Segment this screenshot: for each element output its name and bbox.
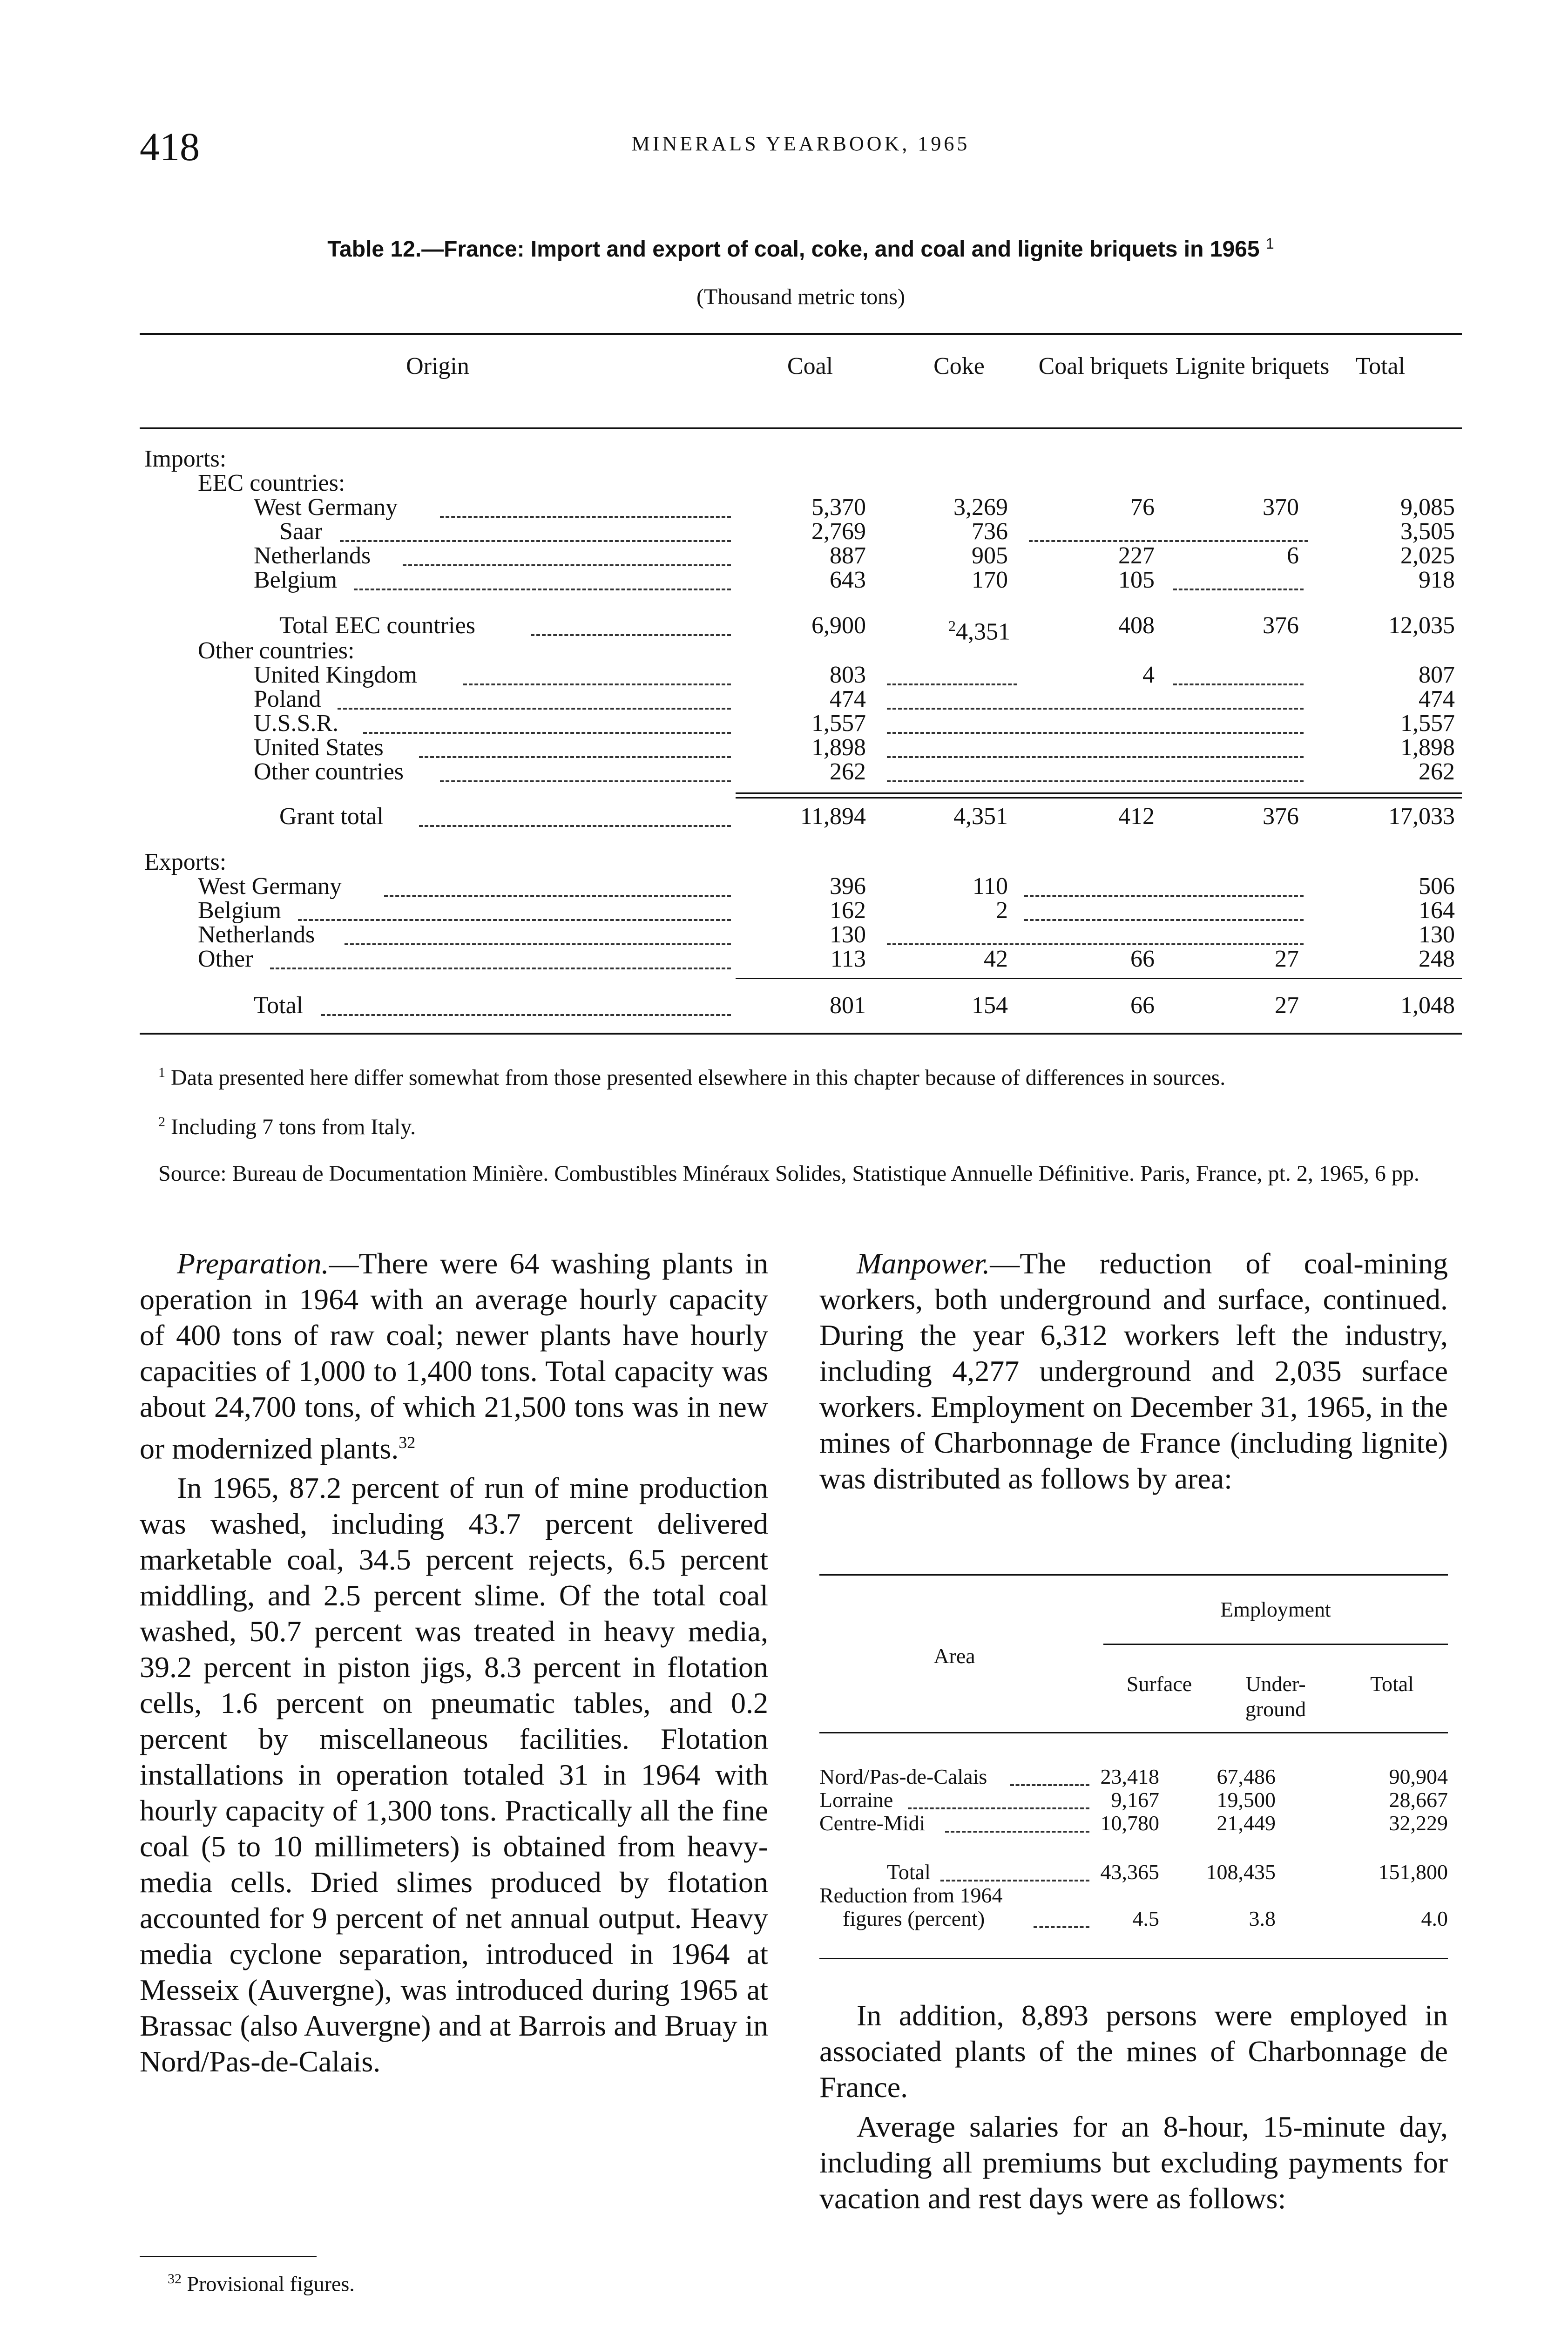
cell-total: 262: [1419, 758, 1455, 785]
footnote-ref: 32: [399, 1433, 416, 1452]
emp-cell-underground: 21,449: [1217, 1811, 1276, 1835]
cell-coal: 6,900: [811, 612, 866, 639]
emp-cell-total: 28,667: [1389, 1788, 1448, 1812]
emp-cell-surface: 10,780: [1100, 1811, 1159, 1835]
leader-dots: [363, 732, 731, 734]
row-label: Other: [198, 946, 253, 972]
col-header-coal-briquets: Coal briquets: [1038, 353, 1169, 379]
cell-coal: 801: [830, 992, 866, 1019]
emp-group-rule: [1103, 1644, 1448, 1645]
cell-total: 12,035: [1388, 612, 1455, 639]
row-label: Saar: [279, 518, 323, 545]
cell-coal: 162: [830, 897, 866, 924]
emp-cell-underground: 67,486: [1217, 1765, 1276, 1788]
page-number: 418: [140, 124, 200, 169]
cell-coke: 42: [984, 946, 1008, 972]
leader-dots: [419, 756, 731, 758]
emp-total-label: Total: [887, 1860, 931, 1884]
journal-title: MINERALS YEARBOOK, 1965: [631, 132, 970, 155]
leader-dots: [403, 564, 731, 566]
cell-coke: 905: [972, 542, 1008, 569]
table-footnote-2: [140, 1110, 1462, 1139]
cell-lignite-briquets: 27: [1275, 992, 1299, 1019]
cell-coal-briquets: 227: [1118, 542, 1155, 569]
emp-cell-total: 151,800: [1378, 1860, 1448, 1884]
export-total-rule: [736, 978, 1462, 979]
col-header-coal: Coal: [787, 353, 833, 379]
cell-lignite-briquets: 6: [1287, 542, 1299, 569]
footnote-text: Provisional figures.: [187, 2272, 355, 2296]
table-title-note: 1: [1265, 235, 1274, 252]
col-header-origin: Origin: [406, 353, 469, 379]
row-label: Other countries: [254, 758, 404, 785]
leader-dots: [338, 708, 731, 710]
emp-cell-surface: 43,365: [1100, 1860, 1159, 1884]
cell-total: 164: [1419, 897, 1455, 924]
leader-dots: [1173, 684, 1304, 685]
additional-employment-paragraph: In addition, 8,893 persons were employed in associated plants of the mines of Charbonnage de France.: [819, 1999, 1448, 2104]
emp-cell-underground: 108,435: [1206, 1860, 1276, 1884]
cell-coal: 887: [830, 542, 866, 569]
cell-coal: 396: [830, 873, 866, 900]
emp-header-employment: Employment: [1220, 1597, 1331, 1621]
cell-coal-briquets: 105: [1118, 567, 1155, 593]
leader-dots: [345, 943, 731, 945]
salaries-paragraph: Average salaries for an 8-hour, 15-minute day, including all premiums but excluding payments for vacation and rest days were as follows:: [819, 2110, 1448, 2215]
leader-dots: [463, 684, 731, 685]
leader-dots: [419, 825, 731, 827]
emp-header-total: Total: [1370, 1672, 1414, 1696]
leader-dots: [887, 732, 1304, 734]
preparation-paragraph: [140, 1245, 768, 1466]
leader-dots: [1173, 589, 1304, 590]
cell-coal: 262: [830, 758, 866, 785]
emp-table-bottom-rule: [819, 1958, 1448, 1959]
row-label: West Germany: [198, 873, 342, 900]
emp-row-area: Centre-Midi: [819, 1811, 926, 1835]
cell-lignite-briquets: 376: [1263, 612, 1299, 639]
cell-total: 17,033: [1388, 803, 1455, 830]
manpower-heading: Manpower.: [857, 1247, 990, 1280]
cell-total: 1,898: [1400, 734, 1455, 761]
emp-cell-surface: 4.5: [1132, 1907, 1159, 1930]
cell-coal: 803: [830, 662, 866, 688]
cell-total: 130: [1419, 921, 1455, 948]
cell-coal-briquets: 4: [1142, 662, 1155, 688]
right-column: [819, 1245, 1448, 1500]
row-label: Netherlands: [198, 921, 315, 948]
cell-total: 3,505: [1400, 518, 1455, 545]
leader-dots: [1024, 895, 1304, 897]
cell-lignite-briquets: 27: [1275, 946, 1299, 972]
row-label: United Kingdom: [254, 662, 417, 688]
table-footnote-1: [140, 1061, 1462, 1090]
coke-value: 4,351: [956, 618, 1010, 645]
emp-header-surface: Surface: [1126, 1672, 1192, 1696]
cell-total: 506: [1419, 873, 1455, 900]
table-header-rule: [140, 427, 1462, 429]
preparation-heading: Preparation.: [177, 1247, 329, 1280]
leader-dots: [354, 589, 731, 590]
cell-coke: 154: [972, 992, 1008, 1019]
row-label: Poland: [254, 686, 321, 712]
cell-coke: 110: [972, 873, 1008, 900]
row-label-grand-total: Grant total: [279, 803, 384, 830]
leader-dots: [1024, 919, 1304, 921]
row-label-total-eec: Total EEC countries: [279, 612, 475, 639]
row-label: West Germany: [254, 494, 398, 521]
row-label-export-total: Total: [254, 992, 304, 1019]
leader-dots: [384, 895, 731, 897]
cell-coal: 474: [830, 686, 866, 712]
row-label: Belgium: [254, 567, 338, 593]
cell-total: 9,085: [1400, 494, 1455, 521]
cell-coke: 736: [972, 518, 1008, 545]
emp-cell-surface: 23,418: [1100, 1765, 1159, 1788]
leader-dots: [887, 708, 1304, 710]
cell-coke: [912, 614, 1010, 644]
leader-dots: [908, 1807, 1089, 1809]
emp-header-rule: [819, 1732, 1448, 1733]
emp-reduction-label: Reduction from 1964: [819, 1883, 1003, 1907]
row-label: U.S.S.R.: [254, 710, 339, 737]
footnote-mark: 1: [158, 1065, 165, 1080]
leader-dots: [887, 756, 1304, 758]
col-header-lignite-briquets: Lignite briquets: [1175, 353, 1330, 379]
emp-row-area: Nord/Pas-de-Calais: [819, 1765, 987, 1788]
cell-coke: 2: [996, 897, 1008, 924]
cell-coal: 643: [830, 567, 866, 593]
row-label: Belgium: [198, 897, 282, 924]
cell-coal: 130: [830, 921, 866, 948]
cell-coal: 11,894: [800, 803, 866, 830]
cell-coal-briquets: 412: [1118, 803, 1155, 830]
footnote-separator: [140, 2256, 317, 2257]
leader-dots: [1029, 540, 1308, 542]
table-title-text: Table 12.—France: Import and export of coal, coke, and coal and lignite briquets in 1965: [327, 237, 1260, 262]
right-column-continued: [819, 1997, 1448, 2220]
cell-coal-briquets: 66: [1130, 992, 1155, 1019]
table-source: Source: Bureau de Documentation Minière. Combustibles Minéraux Solides, Statistique Annuelle Définitive. Paris, France, pt. 2, 1965, 6 pp.: [158, 1161, 1419, 1186]
washing-paragraph: In 1965, 87.2 percent of run of mine production was washed, including 43.7 percent delivered marketable coal, 34.5 percent rejects, 6.5 percent middling, and 2.5 percent slime. Of the total coal washed, 50.7 percent was treated in heavy media, 39.2 percent in piston jigs, 8.3 percent in flotation cells, 1.6 percent on pneumatic tables, and 0.2 percent by miscellaneous facilities. Flotation installations in operation totaled 31 in 1964 with hourly capacity of 1,300 tons. Practically all the fine coal (5 to 10 millimeters) is obtained from heavy-media cells. Dried slimes produced by flotation accounted for 9 percent of net annual output. Heavy media cyclone separation, introduced in 1964 at Messeix (Auvergne), was introduced during 1965 at Brassac (also Auvergne) and at Barrois and Bruay in Nord/Pas-de-Calais.: [140, 1471, 768, 2078]
cell-total: 918: [1419, 567, 1455, 593]
cell-coal: 1,557: [811, 710, 866, 737]
emp-cell-surface: 9,167: [1111, 1788, 1159, 1812]
leader-dots: [887, 780, 1304, 782]
emp-cell-total: 90,904: [1389, 1765, 1448, 1788]
cell-coal: 113: [830, 946, 866, 972]
leader-dots: [887, 684, 1017, 685]
footnote-text: Data presented here differ somewhat from those presented elsewhere in this chapter because of differences in sources.: [171, 1065, 1226, 1090]
cell-coal: 5,370: [811, 494, 866, 521]
leader-dots: [440, 780, 731, 782]
manpower-text: —The reduction of coal-mining workers, both underground and surface, continued. During the year 6,312 workers left the industry, including 4,277 underground and 2,035 surface workers. Employment on December 31, 1965, in the mines of Charbonnage de France (including lignite) was distributed as follows by area:: [819, 1247, 1448, 1495]
table-units: (Thousand metric tons): [696, 284, 905, 309]
cell-total: 474: [1419, 686, 1455, 712]
left-column: [140, 1245, 768, 2083]
manpower-paragraph: [819, 1245, 1448, 1496]
imports-label: Imports:: [144, 446, 227, 472]
table-top-rule: [140, 333, 1462, 335]
cell-total: 248: [1419, 946, 1455, 972]
emp-table-top-rule: [819, 1574, 1448, 1576]
coke-note: 2: [948, 617, 956, 634]
cell-coal: 2,769: [811, 518, 866, 545]
exports-label: Exports:: [144, 849, 227, 875]
cell-coal: 1,898: [811, 734, 866, 761]
emp-cell-underground: 19,500: [1217, 1788, 1276, 1812]
leader-dots: [440, 516, 731, 518]
col-header-total: Total: [1355, 353, 1406, 379]
col-header-coke: Coke: [933, 353, 985, 379]
leader-dots: [887, 943, 1304, 945]
leader-dots: [298, 919, 731, 921]
table-bottom-rule: [140, 1033, 1462, 1035]
emp-row-area: Lorraine: [819, 1788, 893, 1812]
cell-lignite-briquets: 370: [1263, 494, 1299, 521]
leader-dots: [321, 1014, 731, 1016]
footnote-text: Including 7 tons from Italy.: [171, 1115, 416, 1139]
cell-coal-briquets: 408: [1118, 612, 1155, 639]
grand-total-rule: [736, 792, 1462, 794]
cell-coke: 4,351: [953, 803, 1008, 830]
table-title: [140, 235, 1462, 262]
cell-total: 1,048: [1400, 992, 1455, 1019]
leader-dots: [531, 634, 731, 636]
cell-coke: 3,269: [953, 494, 1008, 521]
emp-header-area: Area: [933, 1644, 975, 1668]
emp-cell-underground: 3.8: [1249, 1907, 1276, 1930]
cell-coal-briquets: 76: [1130, 494, 1155, 521]
cell-lignite-briquets: 376: [1263, 803, 1299, 830]
emp-header-underground: Under-ground: [1245, 1672, 1306, 1721]
cell-total: 1,557: [1400, 710, 1455, 737]
row-label: United States: [254, 734, 384, 761]
leader-dots: [270, 968, 731, 969]
footnote-mark: 2: [158, 1114, 165, 1130]
other-countries-label: Other countries:: [198, 637, 355, 664]
row-label: Netherlands: [254, 542, 371, 569]
emp-cell-total: 32,229: [1389, 1811, 1448, 1835]
footnote-mark: 32: [168, 2271, 182, 2287]
grand-total-rule: [736, 797, 1462, 799]
cell-total: 807: [1419, 662, 1455, 688]
leader-dots: [340, 540, 731, 542]
eec-label: EEC countries:: [198, 470, 345, 496]
cell-coal-briquets: 66: [1130, 946, 1155, 972]
cell-total: 2,025: [1400, 542, 1455, 569]
column-footnote: [168, 2271, 355, 2296]
emp-reduction-label: figures (percent): [843, 1907, 985, 1930]
preparation-text: —There were 64 washing plants in operation in 1964 with an average hourly capacity of 400 tons of raw coal; newer plants have hourly capacities of 1,000 to 1,400 tons. Total capacity was about 24,700 tons, of which 21,500 tons was in new or modernized plants.: [140, 1247, 768, 1465]
cell-coke: 170: [972, 567, 1008, 593]
emp-cell-total: 4.0: [1421, 1907, 1448, 1930]
running-head: [140, 123, 1462, 169]
